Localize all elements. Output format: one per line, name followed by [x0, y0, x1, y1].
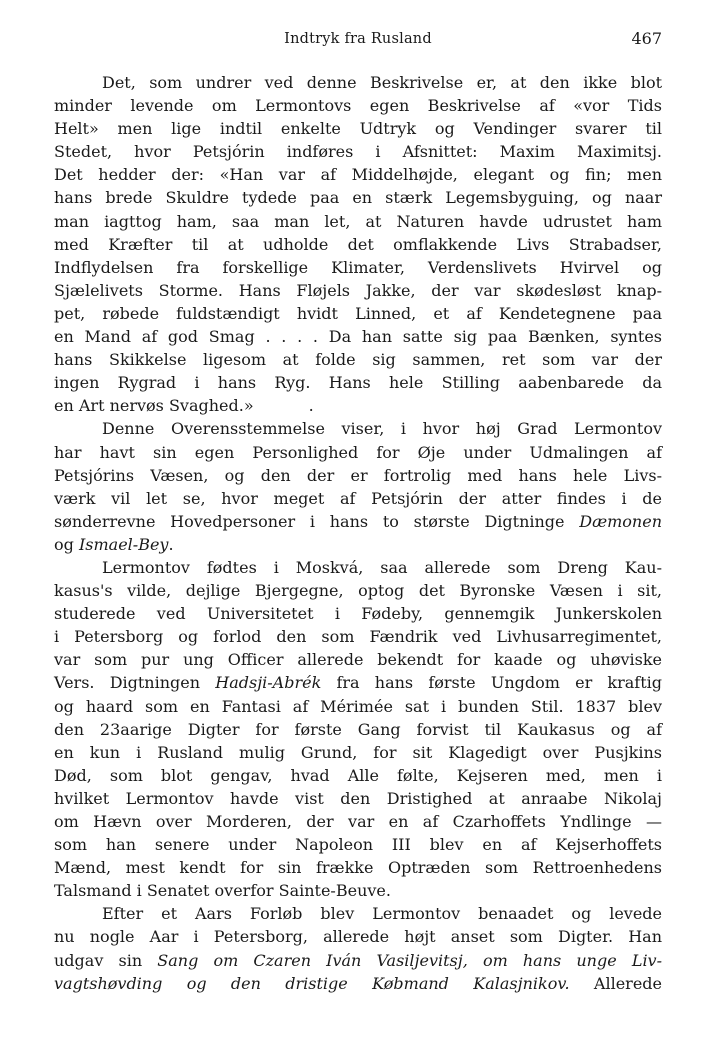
- line-text: Indflydelsen fra forskellige Klimater, Verdenslivets Hvirvel og: [54, 257, 662, 277]
- italic-title: Sang om Czaren Iván Vasiljevitsj, om hans unge Liv-: [157, 950, 663, 970]
- line-text: pet, røbede fuldstændigt hvidt Linned, et af Kendetegnene paa: [54, 303, 662, 323]
- line-text: i Petersborg og forlod den som Fændrik ved Livhusarregimentet,: [54, 627, 662, 647]
- text-line: [54, 117, 662, 140]
- line-text: og: [54, 534, 79, 554]
- text-line: [54, 949, 662, 972]
- line-text: Talsmand i Senatet overfor Sainte-Beuve.: [54, 881, 391, 901]
- text-line: [54, 972, 662, 995]
- page-number: 467: [631, 29, 662, 48]
- line-text: udgav sin: [54, 950, 158, 970]
- book-page: [54, 0, 662, 995]
- line-text: Stedet, hvor Petsjórin indføres i Afsnittet: Maxim Maximitsj.: [54, 142, 662, 162]
- text-line: [54, 186, 662, 209]
- text-line: [54, 487, 662, 510]
- line-text: værk vil let se, hvor meget af Petsjórin der atter findes i de: [54, 488, 662, 508]
- line-text: hans Skikkelse ligesom at folde sig sammen, ret som var der: [54, 350, 662, 370]
- line-text: Det hedder der: «Han var af Middelhøjde, elegant og fin; men: [54, 165, 662, 185]
- text-line: [54, 648, 662, 671]
- text-line: [54, 510, 662, 533]
- text-line: [54, 441, 662, 464]
- line-text: nu nogle Aar i Petersborg, allerede højt anset som Digter. Han: [54, 927, 662, 947]
- line-text: Efter et Aars Forløb blev Lermontov benaadet og levede: [102, 904, 662, 924]
- italic-title: Dæmonen: [579, 511, 662, 531]
- line-text: studerede ved Universitetet i Fødeby, gennemgik Junkerskolen: [54, 604, 662, 624]
- text-line: [54, 533, 662, 556]
- line-text-after: Allerede: [569, 973, 662, 993]
- text-line: [54, 163, 662, 186]
- line-text: en kun i Rusland mulig Grund, for sit Klagedigt over Pusjkins: [54, 742, 662, 762]
- text-line: [54, 671, 662, 694]
- text-line: [54, 394, 662, 417]
- text-line: [54, 810, 662, 833]
- text-line: [54, 879, 662, 902]
- text-line: [54, 787, 662, 810]
- italic-title: vagtshøvding og den dristige Købmand Kalasjnikov.: [54, 973, 570, 993]
- text-line: [54, 764, 662, 787]
- text-line: [54, 695, 662, 718]
- text-line: [54, 371, 662, 394]
- line-text: Petsjórins Væsen, og den der er fortrolig med hans hele Livs-: [54, 465, 662, 485]
- text-line: [54, 302, 662, 325]
- line-text: Lermontov fødtes i Moskvá, saa allerede som Dreng Kau-: [102, 557, 662, 577]
- line-text: Denne Overensstemmelse viser, i hvor høj Grad Lermontov: [102, 419, 662, 439]
- line-text: hvilket Lermontov havde vist den Dristighed at anraabe Nikolaj: [54, 788, 662, 808]
- text-line: [54, 856, 662, 879]
- line-text: minder levende om Lermontovs egen Beskrivelse af «vor Tids: [54, 96, 662, 116]
- line-text-after: .: [168, 534, 174, 554]
- line-text: Mænd, mest kendt for sin frække Optræden som Rettroenhedens: [54, 858, 662, 878]
- line-text: man iagttog ham, saa man let, at Naturen havde udrustet ham: [54, 211, 662, 231]
- text-line: [54, 718, 662, 741]
- text-line: [54, 556, 662, 579]
- text-line: [54, 417, 662, 440]
- line-text: Det, som undrer ved denne Beskrivelse er, at den ikke blot: [102, 73, 662, 92]
- line-text: Død, som blot gengav, hvad Alle følte, Kejseren med, men i: [54, 765, 662, 785]
- stray-mark: .: [308, 396, 314, 416]
- text-line: [54, 579, 662, 602]
- text-line: [54, 94, 662, 117]
- text-line: [54, 925, 662, 948]
- line-text: den 23aarige Digter for første Gang forvist til Kaukasus og af: [54, 719, 662, 739]
- text-line: [54, 256, 662, 279]
- text-line: [54, 741, 662, 764]
- line-text: med Kræfter til at udholde det omflakkende Livs Strabadser,: [54, 234, 662, 254]
- text-line: [54, 279, 662, 302]
- line-text: Helt» men lige indtil enkelte Udtryk og Vendinger svarer til: [54, 119, 662, 139]
- line-text: Vers. Digtningen: [54, 673, 216, 693]
- line-text: har havt sin egen Personlighed for Øje under Udmalingen af: [54, 442, 662, 462]
- line-text-after: fra hans første Ungdom er kraftig: [321, 673, 663, 693]
- italic-title: Hadsji-Abrék: [215, 673, 322, 693]
- line-text: ingen Rygrad i hans Ryg. Hans hele Stilling aabenbarede da: [54, 373, 662, 393]
- running-title: Indtryk fra Rusland: [284, 31, 432, 47]
- text-line: [54, 140, 662, 163]
- text-line: [54, 625, 662, 648]
- text-line: [54, 464, 662, 487]
- line-text: som han senere under Napoleon III blev en af Kejserhoffets: [54, 835, 662, 855]
- line-text: om Hævn over Morderen, der var en af Czarhoffets Yndlinge —: [54, 812, 662, 831]
- line-text: en Art nervøs Svaghed.»: [54, 396, 254, 416]
- text-line: [54, 833, 662, 856]
- text-line: [54, 602, 662, 625]
- text-line: [54, 71, 662, 94]
- body-text: [54, 71, 662, 995]
- text-line: [54, 348, 662, 371]
- text-line: [54, 325, 662, 348]
- line-text: hans brede Skuldre tydede paa en stærk Legemsbyguing, og naar: [54, 188, 662, 208]
- line-text: kasus's vilde, dejlige Bjergegne, optog det Byronske Væsen i sit,: [54, 581, 662, 601]
- line-text: Sjælelivets Storme. Hans Fløjels Jakke, der var skødesløst knap-: [54, 280, 662, 300]
- text-line: [54, 210, 662, 233]
- line-text: sønderrevne Hovedpersoner i hans to største Digtninge: [54, 511, 580, 531]
- line-text: var som pur ung Officer allerede bekendt for kaade og uhøviske: [54, 650, 662, 670]
- text-line: [54, 902, 662, 925]
- italic-title: Ismael-Bey: [78, 534, 169, 554]
- text-line: [54, 233, 662, 256]
- line-text: og haard som en Fantasi af Mérimée sat i bunden Stil. 1837 blev: [54, 696, 662, 716]
- line-text: en Mand af god Smag . . . . Da han satte sig paa Bænken, syntes: [54, 327, 662, 347]
- page-header: [54, 0, 662, 50]
